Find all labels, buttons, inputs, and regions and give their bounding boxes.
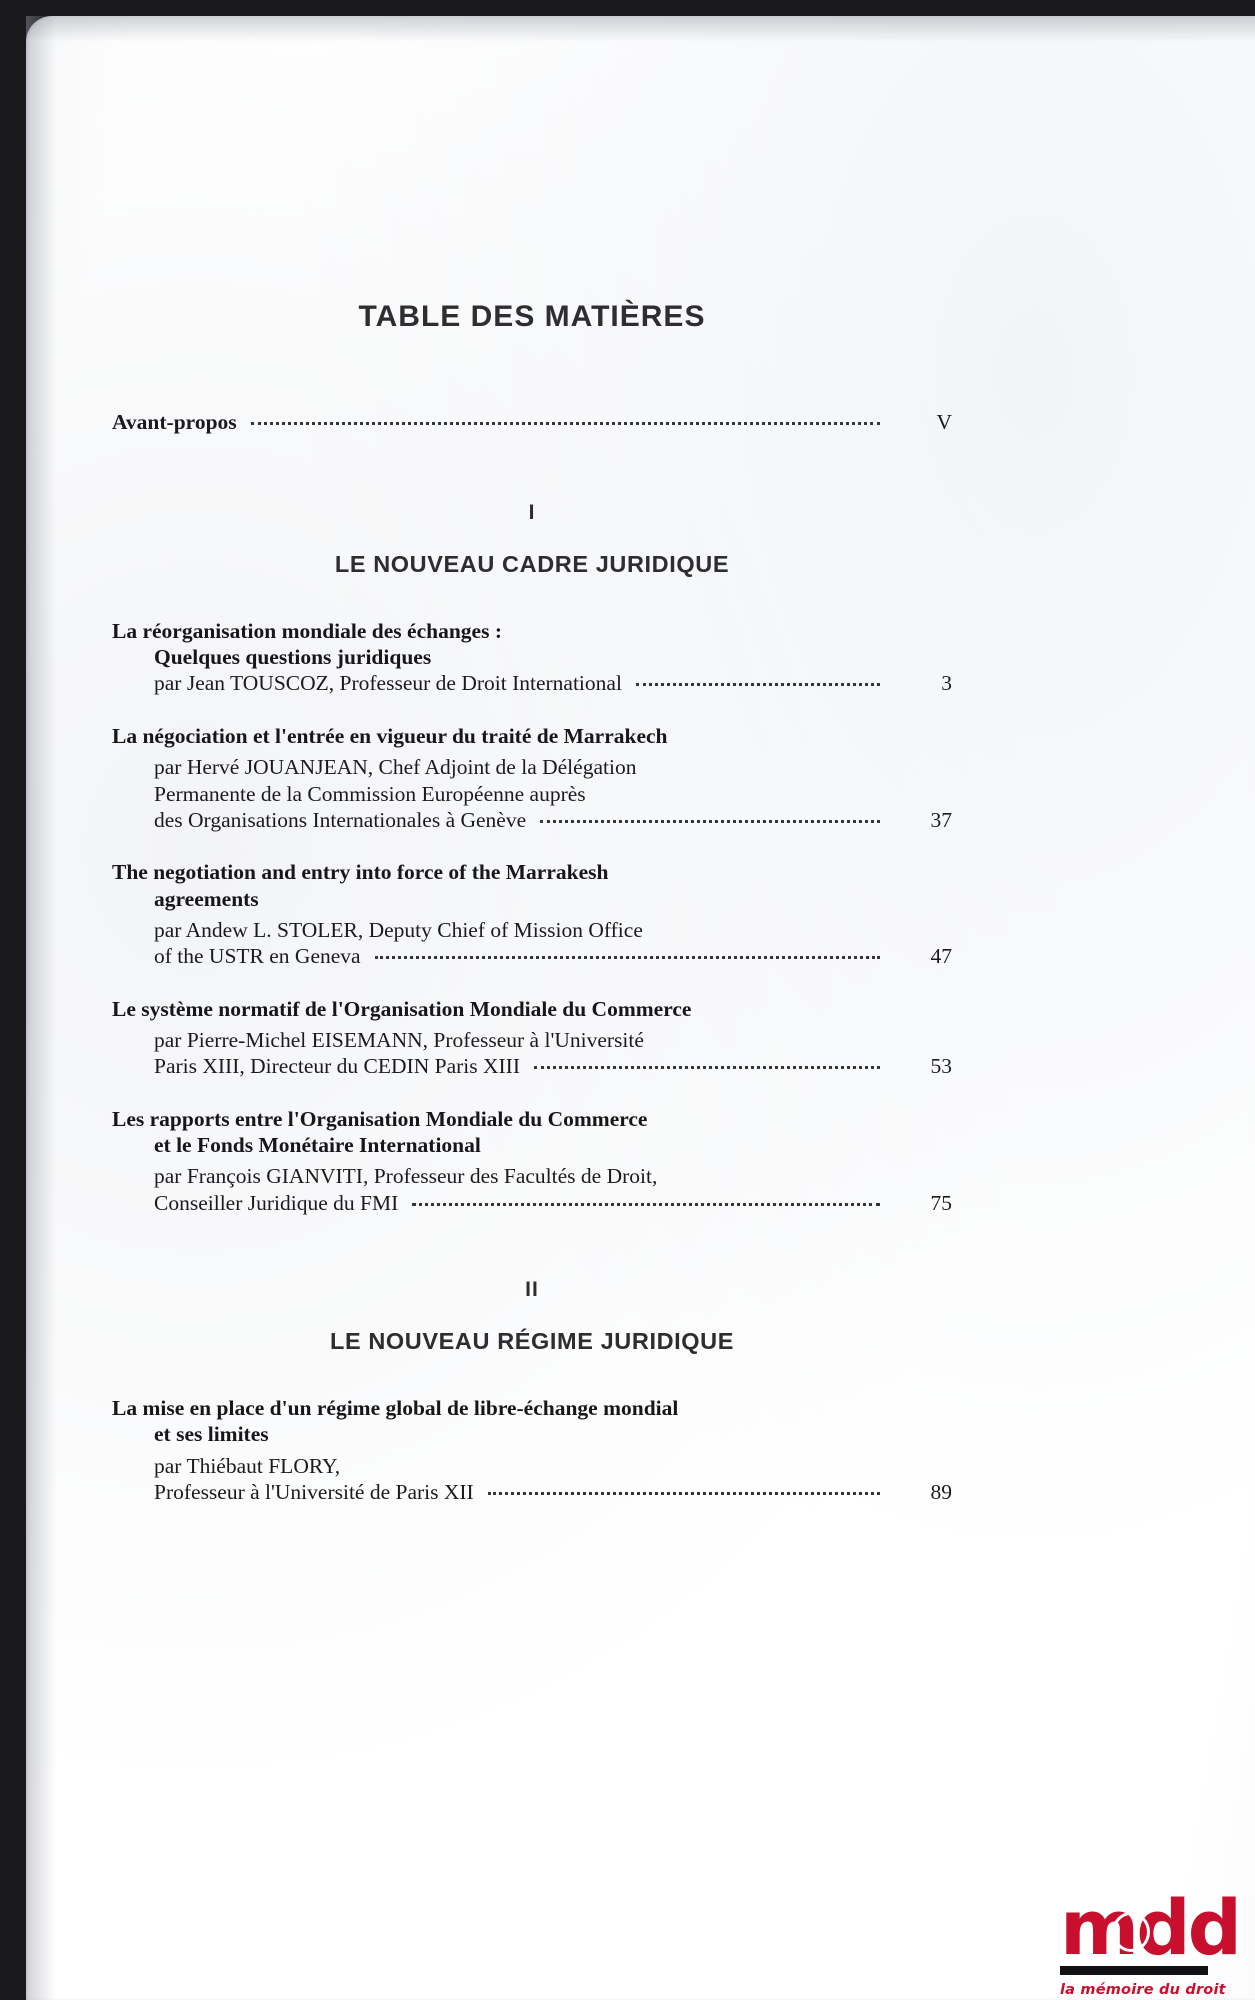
entry-author-line: Paris XIII, Directeur du CEDIN Paris XIII — [154, 1054, 520, 1079]
page-number: 37 — [930, 807, 952, 832]
entry-title-line: et le Fonds Monétaire International — [154, 1133, 481, 1158]
part-1-entries — [112, 618, 952, 1216]
entry-author-line: par Thiébaut FLORY, — [154, 1453, 341, 1478]
toc-entry-avant-propos — [112, 410, 952, 435]
page-number: 3 — [941, 671, 952, 696]
dot-leader — [488, 1492, 880, 1495]
entry-author-line: par Pierre-Michel EISEMANN, Professeur à l'Université — [154, 1027, 644, 1052]
part-title: LE NOUVEAU CADRE JURIDIQUE — [334, 551, 730, 577]
entry-author-line: of the USTR en Geneva — [154, 944, 361, 969]
publisher-logo — [1060, 1883, 1239, 1998]
entry-title-line: et ses limites — [154, 1422, 269, 1447]
dot-leader — [534, 1066, 880, 1069]
page-number: 53 — [930, 1054, 952, 1079]
entry-author-row — [112, 943, 952, 969]
publisher-wordmark-text: mdd — [1060, 1883, 1239, 1972]
entry-author-line: par François GIANVITI, Professeur des Facultés de Droit, — [154, 1164, 658, 1189]
page-number: 47 — [930, 944, 952, 969]
entry-title-line: The negotiation and entry into force of the Marrakesh — [112, 860, 609, 885]
publisher-wordmark — [1060, 1883, 1239, 1972]
entry-author-line: par Jean TOUSCOZ, Professeur de Droit International — [154, 671, 622, 696]
page-title: TABLE DES MATIÈRES — [358, 300, 706, 333]
part-2-entries — [112, 1395, 952, 1505]
dot-leader — [251, 422, 880, 425]
table-of-contents — [112, 0, 952, 1531]
dot-leader — [540, 820, 880, 823]
entry-title-line: La mise en place d'un régime global de libre-échange mondial — [112, 1396, 679, 1421]
entry-title-line: Le système normatif de l'Organisation Mondiale du Commerce — [112, 996, 692, 1021]
dot-leader — [375, 956, 880, 959]
entry-author-line: par Andew L. STOLER, Deputy Chief of Mission Office — [154, 917, 643, 942]
entry-author-line: des Organisations Internationales à Genève — [154, 807, 527, 832]
toc-entry — [112, 618, 952, 697]
entry-author-row — [112, 1053, 952, 1079]
entry-title-line: agreements — [154, 886, 259, 911]
toc-entry — [112, 1395, 952, 1505]
part-number: I — [528, 501, 536, 524]
part-number: II — [525, 1278, 539, 1302]
entry-author-line: Professeur à l'Université de Paris XII — [154, 1480, 474, 1504]
dot-leader — [636, 683, 880, 686]
entry-title-line: Les rapports entre l'Organisation Mondiale du Commerce — [112, 1106, 648, 1131]
entry-author-row — [112, 807, 952, 833]
part-title: LE NOUVEAU RÉGIME JURIDIQUE — [330, 1328, 734, 1355]
page-number: 89 — [930, 1480, 952, 1504]
entry-author-line: Permanente de la Commission Européenne auprès — [154, 781, 586, 806]
entry-title-line: La réorganisation mondiale des échanges : — [112, 619, 502, 643]
toc-entry — [112, 996, 952, 1080]
entry-author-line: Conseiller Juridique du FMI — [154, 1190, 399, 1215]
entry-author-row — [112, 1479, 952, 1505]
page-number: V — [936, 410, 952, 434]
dot-leader — [412, 1203, 880, 1206]
toc-entry — [112, 859, 952, 969]
publisher-tagline: la mémoire du droit — [1060, 1982, 1226, 1998]
front-matter-label: Avant-propos — [112, 410, 237, 434]
entry-title-line: Quelques questions juridiques — [154, 645, 432, 670]
part-heading-1 — [112, 501, 952, 578]
page-number: 75 — [930, 1190, 952, 1215]
entry-author-row — [112, 670, 952, 696]
entry-title-line: La négociation et l'entrée en vigueur du traité de Marrakech — [112, 723, 668, 748]
part-heading-2 — [112, 1278, 952, 1355]
toc-entry — [112, 1106, 952, 1216]
entry-author-line: par Hervé JOUANJEAN, Chef Adjoint de la Délégation — [154, 755, 637, 780]
toc-entry — [112, 723, 952, 834]
entry-author-row — [112, 1190, 952, 1216]
